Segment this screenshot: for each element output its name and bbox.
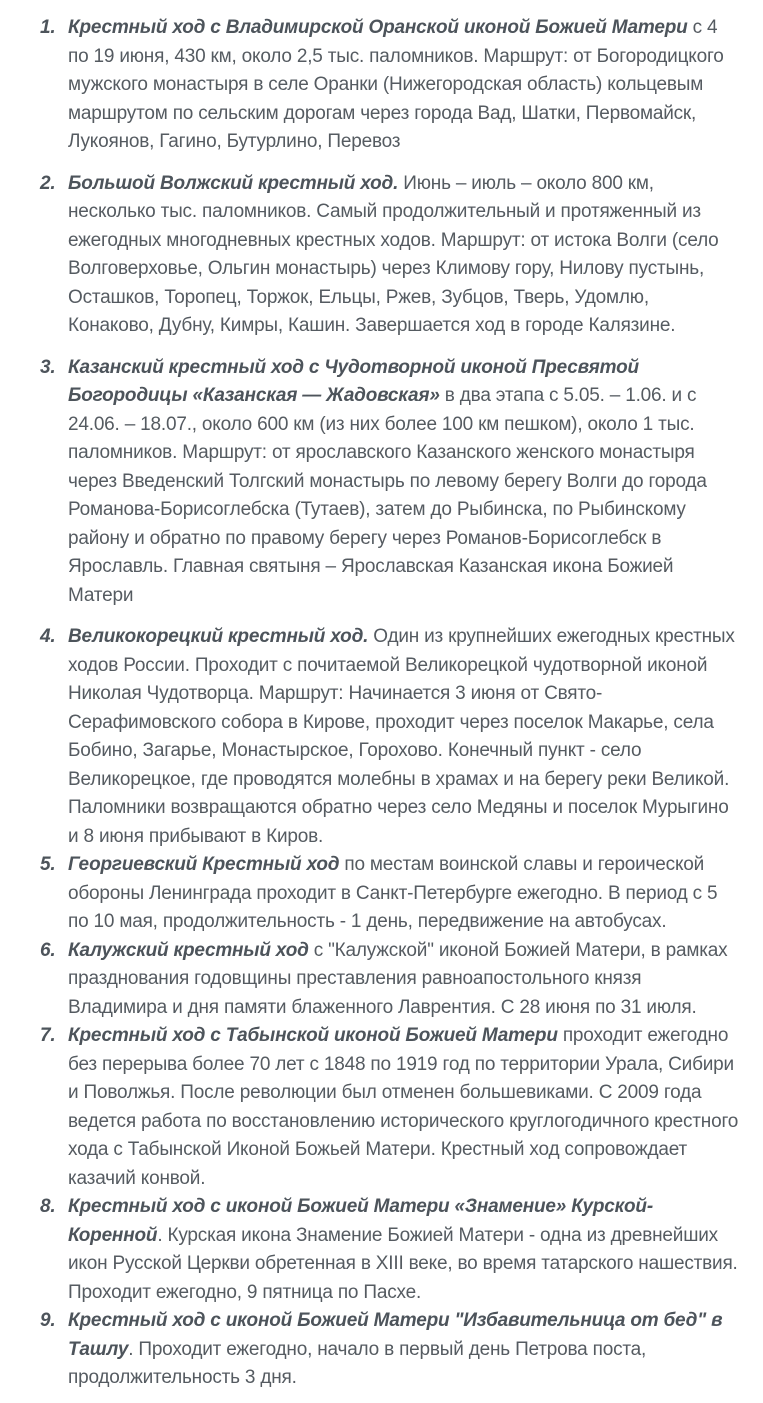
item-lead: Большой Волжский крестный ход. [68, 172, 399, 194]
item-lead: Крестный ход с иконой Божией Матери "Избавительница от бед" в Ташлу [68, 1310, 723, 1360]
item-number: 9. [40, 1310, 56, 1331]
item-paragraph [68, 1022, 739, 1193]
item-text: Июнь – июль – около 800 км, несколько тыс. паломников. Самый продолжительный и протяженный из ежегодных многодневных крестных ходов. Маршрут: от истока Волги (село Волговерховье, Ольгин монастырь) через Климову гору, Нилову пустынь, Осташков, Торопец, Торжок, Ельцы, Ржев, Зубцов, Тверь, Удомлю, Конаково, Дубну, Кимры, Кашин. Завершается ход в городе Калязине. [68, 172, 719, 336]
item-text: проходит ежегодно без перерыва более 70 лет с 1848 по 1919 год по территории Урала, Сибири и Поволжья. После революции был отменен большевиками. С 2009 года ведется работа по восстановлению исторического круглогодичного крестного хода с Табынской Иконой Божьей Матери. Крестный ход сопровождает казачий конвой. [68, 1025, 739, 1189]
item-lead: Георгиевский Крестный ход [68, 854, 340, 875]
item-paragraph [68, 354, 739, 611]
item-number: 8. [40, 1196, 56, 1217]
item-lead: Крестный ход с Табынской иконой Божией Матери [68, 1025, 558, 1046]
list-item [40, 170, 739, 341]
item-paragraph [68, 170, 739, 341]
item-text: с 4 по 19 июня, 430 км, около 2,5 тыс. паломников. Маршрут: от Богородицкого мужского монастыря в селе Оранки (Нижегородская область) кольцевым маршрутом по сельским дорогам через города Вад, Шатки, Первомайск, Лукоянов, Гагино, Бутурлино, Перевоз [68, 17, 724, 152]
item-paragraph [68, 1193, 739, 1307]
item-paragraph [68, 14, 739, 157]
list-item [40, 1022, 739, 1193]
item-number: 3. [40, 356, 56, 378]
item-paragraph [68, 851, 739, 937]
item-lead: Крестный ход с Владимирской Оранской иконой Божией Матери [68, 17, 688, 38]
item-number: 5. [40, 854, 56, 875]
item-number: 4. [40, 626, 56, 647]
list-item [40, 14, 739, 157]
item-text: с "Калужской" иконой Божией Матери, в рамках празднования годовщины преставления равноапостольного князя Владимира и дня памяти блаженного Лаврентия. С 28 июня по 31 июля. [68, 939, 728, 1018]
item-lead: Калужский крестный ход [68, 939, 309, 961]
item-number: 6. [40, 939, 56, 961]
item-number: 1. [40, 17, 56, 38]
item-text: в два этапа с 5.05. – 1.06. и с 24.06. – 18.07., около 600 км (из них более 100 км пешком), около 1 тыс. паломников. Маршрут: от ярославского Казанского женского монастыря через Введенский Толгский монастырь по левому берегу Волги до города Романова-Борисоглебска (Тутаев), затем до Рыбинска, по Рыбинскому району и обратно по правому берегу через Романов-Борисоглебск в Ярославль. Главная святыня – Ярославская Казанская икона Божией Матери [68, 385, 707, 606]
item-paragraph [68, 1307, 739, 1393]
item-lead: Великокорецкий крестный ход. [68, 626, 369, 647]
item-number: 2. [40, 172, 56, 194]
item-lead: Крестный ход с иконой Божией Матери «Знамение» Курской-Коренной [68, 1196, 653, 1246]
item-text: . Проходит ежегодно, начало в первый день Петрова поста, продолжительность 3 дня. [68, 1338, 647, 1388]
list-item [40, 937, 739, 1023]
list-item [40, 851, 739, 937]
item-paragraph [68, 937, 739, 1023]
list-item [40, 1193, 739, 1307]
item-paragraph [68, 623, 739, 851]
list-item [40, 1307, 739, 1393]
item-text: . Курская икона Знамение Божией Матери - одна из древнейших икон Русской Церкви обретенная в XIII веке, во время татарского нашествия. Проходит ежегодно, 9 пятница по Пасхе. [68, 1224, 738, 1303]
item-text: Один из крупнейших ежегодных крестных ходов России. Проходит с почитаемой Великорецкой чудотворной иконой Николая Чудотворца. Маршрут: Начинается 3 июня от Свято-Серафимовского собора в Кирове, проходит через поселок Макарье, села Бобино, Загарье, Монастырское, Горохово. Конечный пункт - село Великорецкое, где проводятся молебны в храмах и на берегу реки Великой. Паломники возвращаются обратно через село Медяны и поселок Мурыгино и 8 июня прибывают в Киров. [68, 626, 735, 847]
item-lead: Казанский крестный ход с Чудотворной иконой Пресвятой Богородицы «Казанская — Жадовская» [68, 356, 639, 406]
item-number: 7. [40, 1025, 56, 1046]
list-item [40, 623, 739, 851]
list-item [40, 354, 739, 611]
item-text: по местам воинской славы и героической обороны Ленинграда проходит в Санкт-Петербурге ежегодно. В период с 5 по 10 мая, продолжительность - 1 день, передвижение на автобусах. [68, 854, 718, 932]
